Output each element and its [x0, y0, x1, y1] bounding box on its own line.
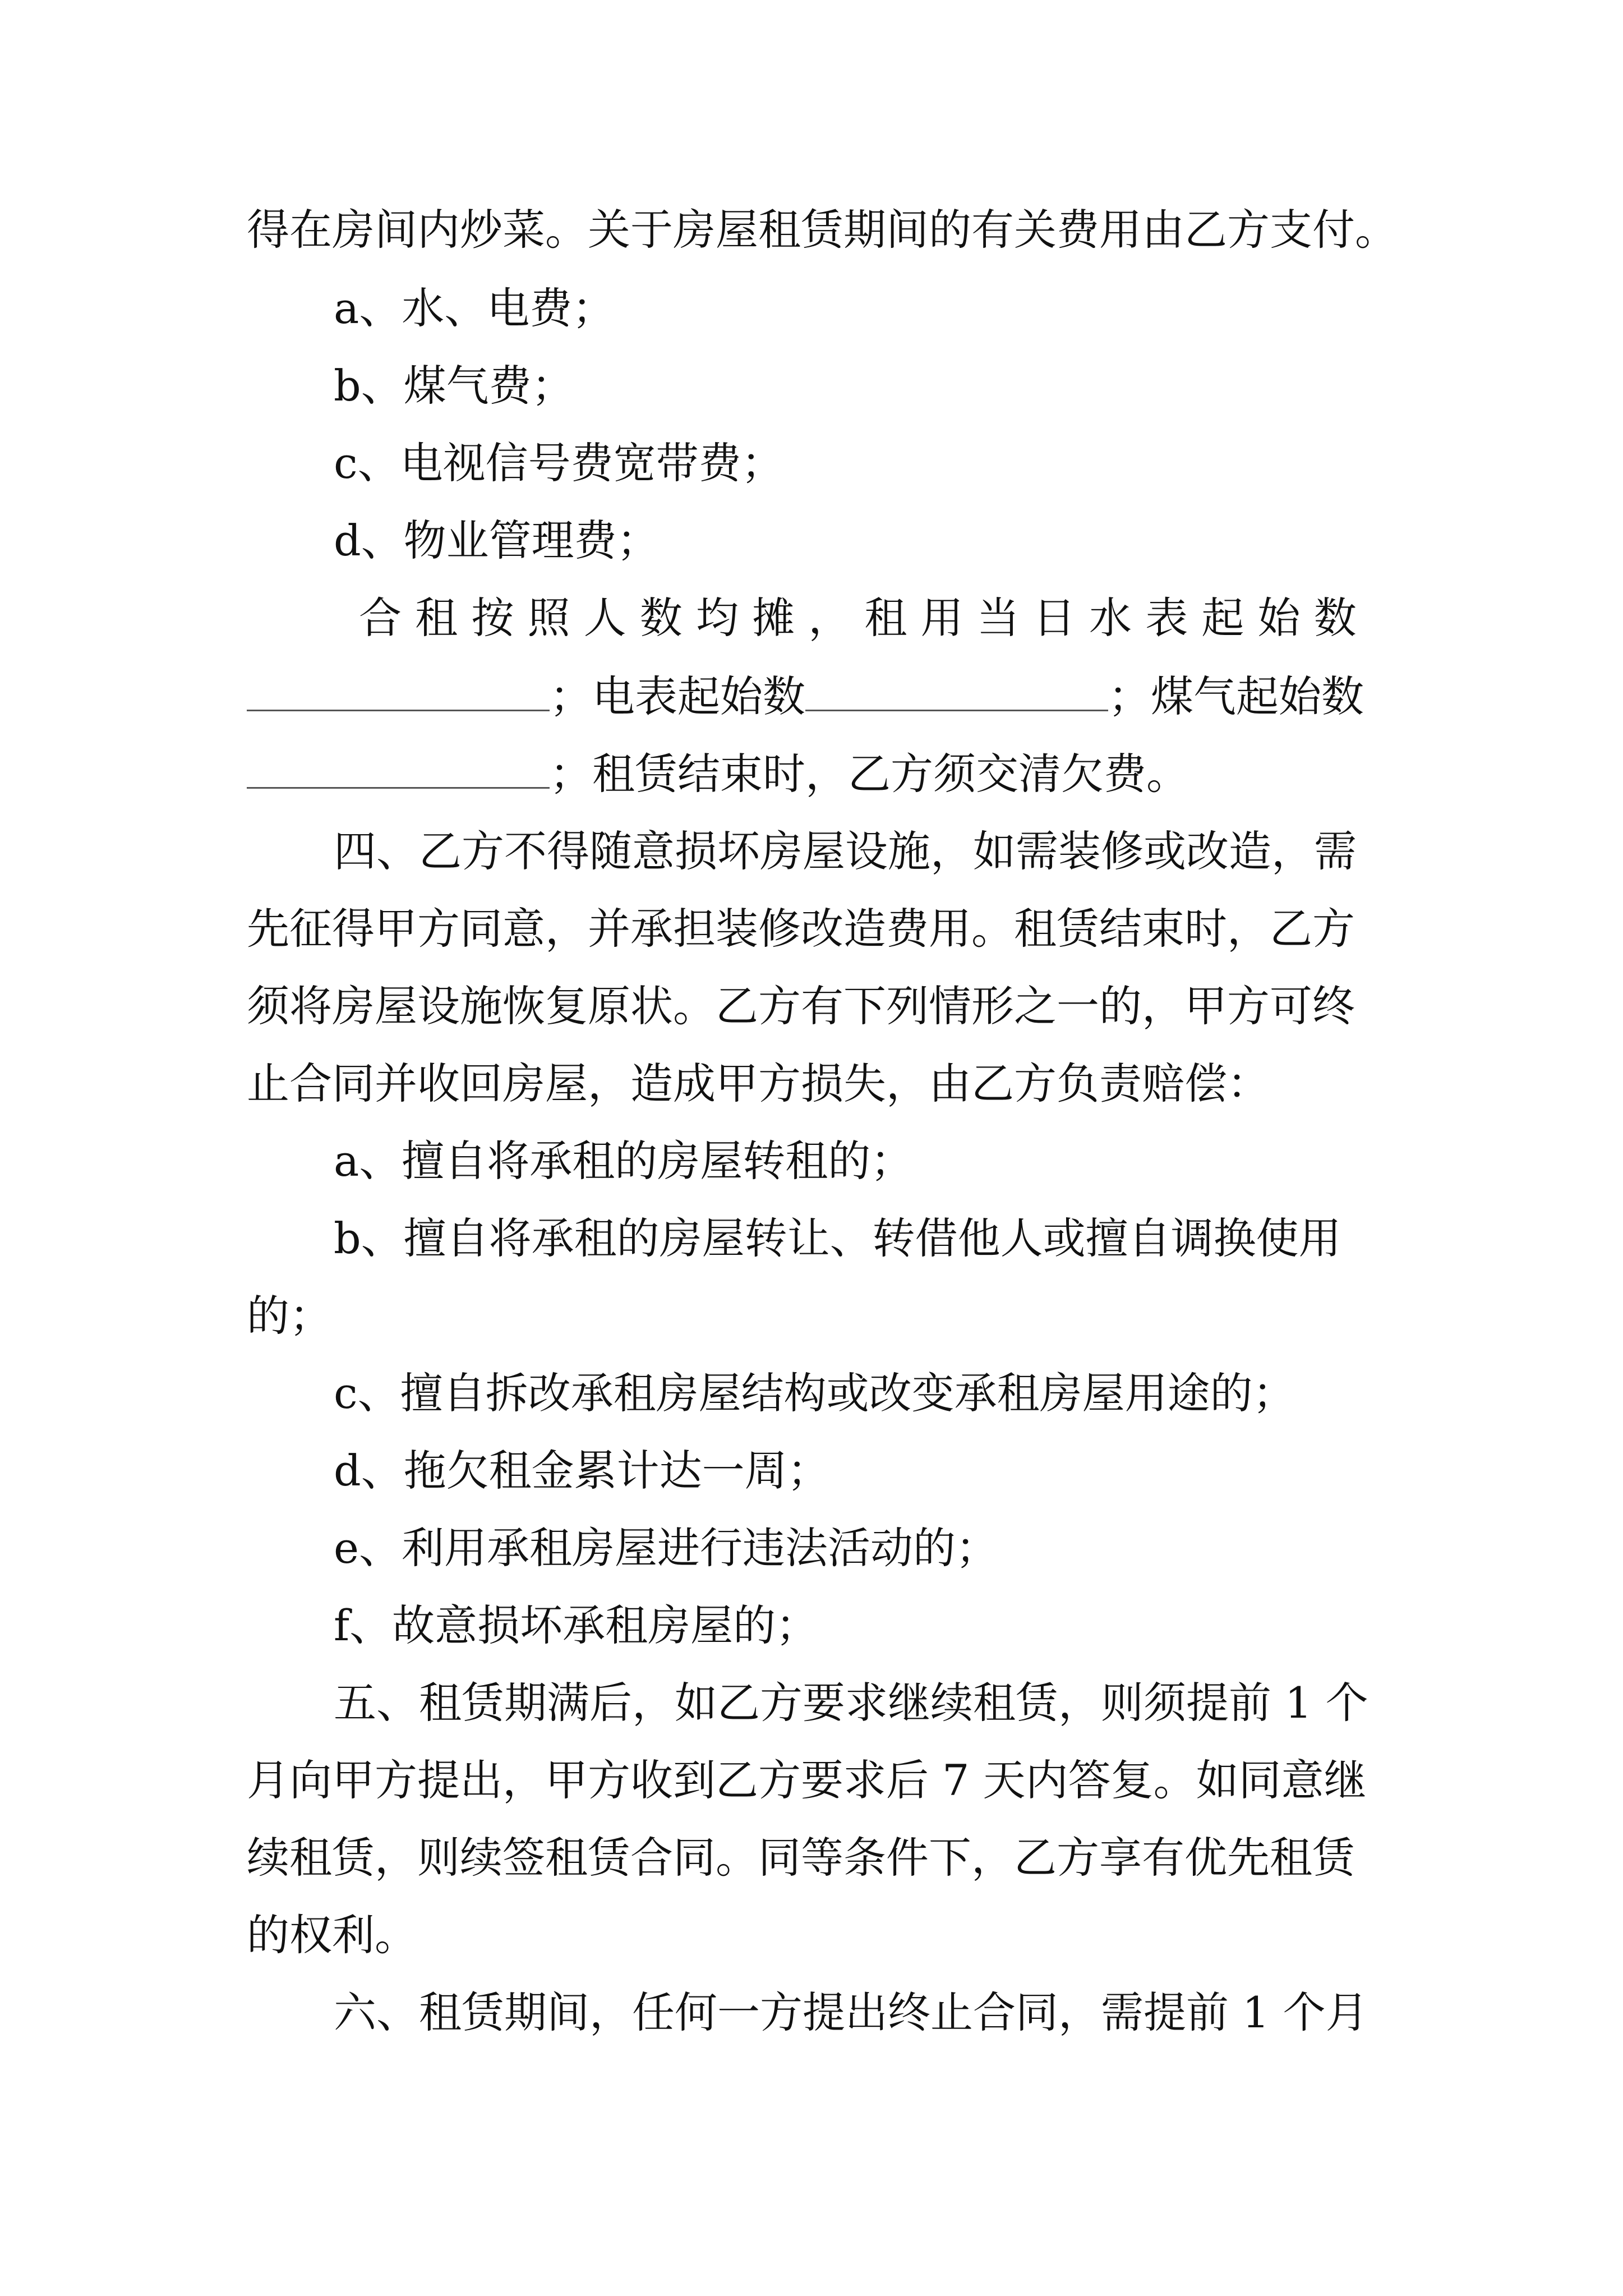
paragraph-line: 续租赁，则续签租赁合同。同等条件下，乙方享有优先租赁	[247, 1833, 1355, 1883]
list-item: f、故意损坏承租房屋的；	[334, 1600, 819, 1650]
list-item: a、擅自将承租的房屋转租的；	[334, 1136, 914, 1186]
paragraph-line: 五、租赁期满后，如乙方要求继续租赁，则须提前 1 个	[334, 1678, 1368, 1728]
list-item: b、煤气费；	[334, 361, 574, 411]
list-item: e、利用承租房屋进行违法活动的；	[334, 1523, 998, 1573]
form-text: ；电表起始数	[550, 671, 805, 721]
list-item: c、擅自拆改承租房屋结构或改变承租房屋用途的；	[334, 1368, 1295, 1418]
paragraph-line: 合 租 按 照 人 数 均 摊 ， 租 用 当 日 水 表 起 始 数	[359, 593, 1357, 643]
list-item: d、物业管理费；	[334, 516, 660, 565]
list-item-continuation: 的；	[247, 1291, 332, 1341]
paragraph-line: 须将房屋设施恢复原状。乙方有下列情形之一的，甲方可终	[247, 981, 1355, 1031]
list-item: a、水、电费；	[334, 283, 615, 333]
paragraph-line: 四、乙方不得随意损坏房屋设施，如需装修或改造，需	[334, 826, 1357, 876]
form-text: ；煤气起始数	[1108, 671, 1364, 721]
form-text: ；租赁结束时，乙方须交清欠费。	[550, 749, 1189, 799]
paragraph-line: 六、租赁期间，任何一方提出终止合同，需提前 1 个月	[334, 1987, 1368, 2037]
paragraph-line: 止合同并收回房屋，造成甲方损失，由乙方负责赔偿：	[247, 1059, 1270, 1108]
paragraph-line: 先征得甲方同意，并承担装修改造费用。租赁结束时，乙方	[247, 904, 1355, 954]
blank-field[interactable]	[247, 747, 550, 789]
form-line	[247, 669, 1364, 725]
paragraph-line: 得在房间内炒菜。关于房屋租赁期间的有关费用由乙方支付。	[247, 205, 1398, 255]
blank-field[interactable]	[247, 669, 550, 711]
blank-field[interactable]	[805, 669, 1108, 711]
list-item: d、拖欠租金累计达一周；	[334, 1446, 830, 1496]
paragraph-line: 的权利。	[247, 1910, 417, 1960]
paragraph-line: 月向甲方提出，甲方收到乙方要求后 7 天内答复。如同意继	[247, 1755, 1367, 1805]
list-item: c、电视信号费宽带费；	[334, 438, 784, 488]
form-line	[247, 746, 1189, 802]
list-item: b、擅自将承租的房屋转让、转借他人或擅自调换使用	[334, 1213, 1341, 1263]
